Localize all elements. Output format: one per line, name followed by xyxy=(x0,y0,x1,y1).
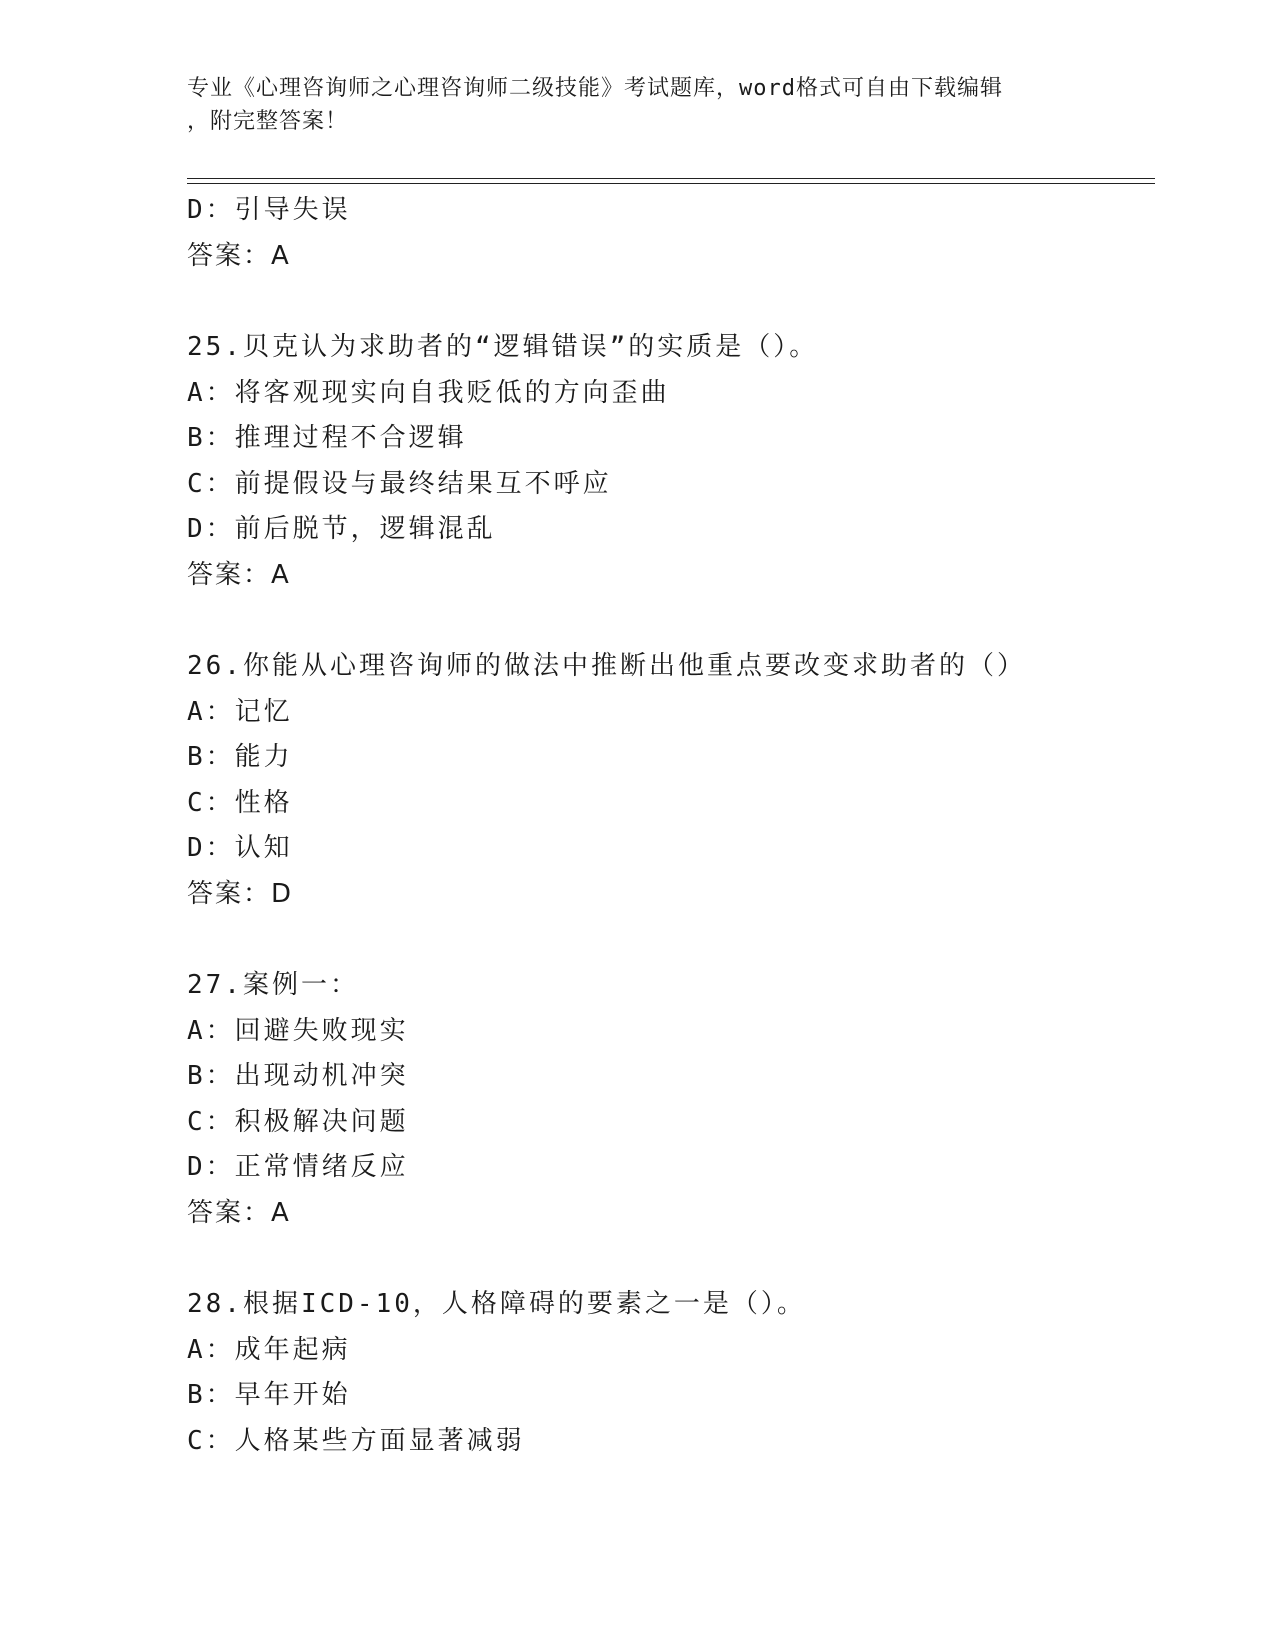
option-c: C：积极解决问题 xyxy=(187,1106,409,1137)
option-a: A：将客观现实向自我贬低的方向歪曲 xyxy=(187,377,670,408)
question-stem: 28.根据ICD-10，人格障碍的要素之一是（）。 xyxy=(187,1289,806,1319)
answer-line: 答案：A xyxy=(187,1197,291,1228)
option-c: C：人格某些方面显著减弱 xyxy=(187,1425,525,1456)
option-a: A：成年起病 xyxy=(187,1334,351,1365)
answer-line: 答案：D xyxy=(187,878,294,909)
option-a: A：回避失败现实 xyxy=(187,1015,409,1046)
question-block-partial xyxy=(187,188,1147,279)
question-block-27 xyxy=(187,963,1147,1236)
question-block-25 xyxy=(187,325,1147,598)
document-header xyxy=(187,72,1067,138)
question-stem: 25.贝克认为求助者的“逻辑错误”的实质是（）。 xyxy=(187,332,819,362)
option-c: C：性格 xyxy=(187,787,293,818)
header-divider-top xyxy=(187,178,1155,179)
option-d: D：前后脱节，逻辑混乱 xyxy=(187,514,496,544)
option-b: B：能力 xyxy=(187,742,293,772)
option-b: B：出现动机冲突 xyxy=(187,1061,409,1091)
question-list xyxy=(187,188,1147,1464)
header-line-1: 专业《心理咨询师之心理咨询师二级技能》考试题库，word格式可自由下载编辑 xyxy=(187,76,1003,101)
option-b: B：早年开始 xyxy=(187,1380,351,1410)
question-stem: 26.你能从心理咨询师的做法中推断出他重点要改变求助者的（） xyxy=(187,651,1026,681)
header-divider-bottom xyxy=(187,183,1155,184)
header-line-2: ，附完整答案！ xyxy=(187,109,349,134)
option-d: D：认知 xyxy=(187,833,293,863)
answer-line: 答案：A xyxy=(187,559,291,590)
option-b: B：推理过程不合逻辑 xyxy=(187,423,467,453)
option-d: D：正常情绪反应 xyxy=(187,1152,409,1182)
question-block-28 xyxy=(187,1282,1147,1464)
question-block-26 xyxy=(187,644,1147,917)
answer-line: 答案：A xyxy=(187,240,291,271)
option-a: A：记忆 xyxy=(187,696,293,727)
option-c: C：前提假设与最终结果互不呼应 xyxy=(187,468,612,499)
option-d: D：引导失误 xyxy=(187,195,351,225)
question-stem: 27.案例一： xyxy=(187,970,359,1000)
